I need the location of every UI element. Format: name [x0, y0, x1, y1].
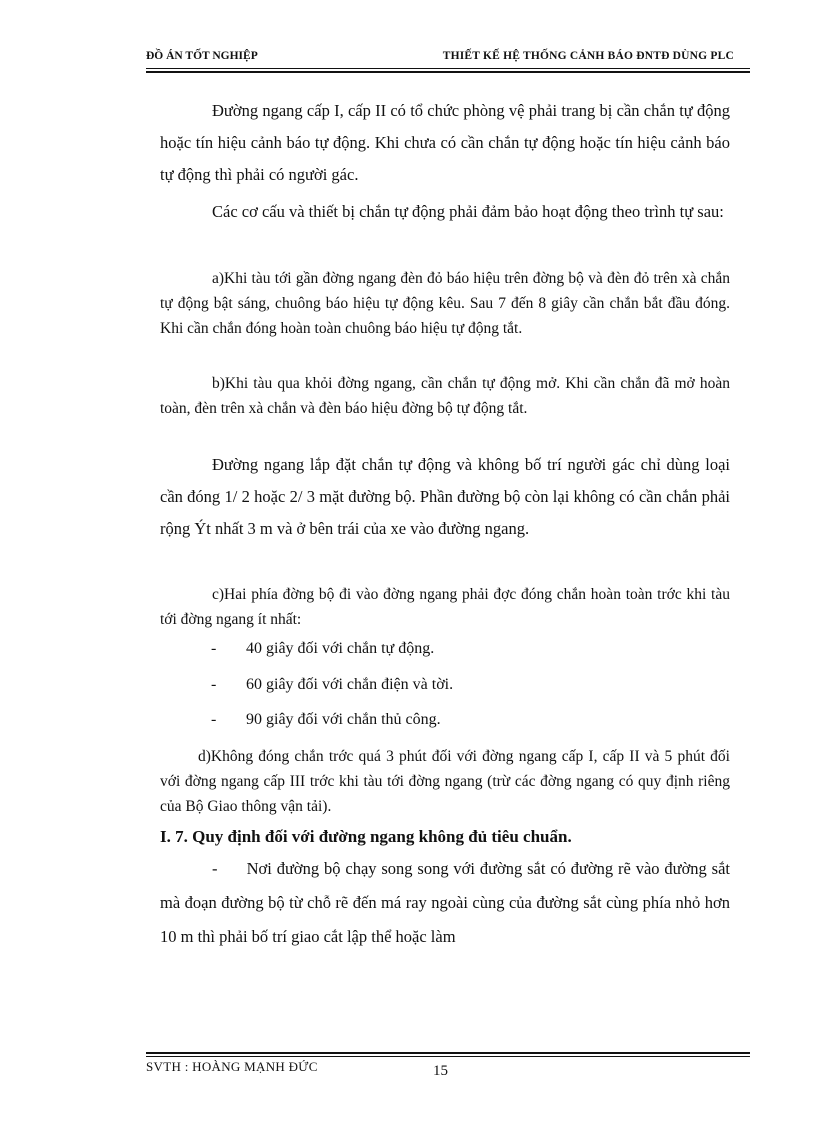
page-number: 15: [433, 1063, 448, 1079]
header-rule-top: [146, 68, 750, 69]
bullet-text: 90 giây đối với chắn thủ công.: [246, 711, 441, 728]
footer-student-name: SVTH : HOÀNG MẠNH ĐỨC: [146, 1059, 318, 1074]
header-rule-bottom: [146, 71, 750, 73]
paragraph-1: Đường ngang cấp I, cấp II có tổ chức phòng vệ phải trang bị cần chắn tự động hoặc tín hiệu cảnh báo tự động. Khi chưa có cần chắn tự động hoặc tín hiệu cảnh báo tự động thì phải có người gác.: [160, 101, 730, 184]
paragraph-a: a)Khi tàu tới gần đờng ngang đèn đỏ báo hiệu trên đờng bộ và đèn đỏ trên xà chắn tự động bật sáng, chuông báo hiệu tự động kêu. Sau 7 đến 8 giây cần chắn bắt đầu đóng. Khi cần chắn đóng hoàn toàn chuông báo hiệu tự động tắt.: [160, 270, 730, 337]
bullet-dash: -: [211, 711, 217, 728]
section-heading: I. 7. Quy định đối với đường ngang không đủ tiêu chuẩn.: [160, 827, 572, 846]
footer-rule-top: [146, 1052, 750, 1054]
header-right-title: THIẾT KẾ HỆ THỐNG CẢNH BÁO ĐNTĐ DÙNG PLC: [442, 50, 734, 62]
bullet-text: 60 giây đối với chắn điện và tời.: [246, 676, 454, 693]
paragraph-b: b)Khi tàu qua khỏi đờng ngang, cần chắn tự động mở. Khi cần chắn đã mở hoàn toàn, đèn trên xà chắn và đèn báo hiệu đờng bộ tự động tắt.: [160, 375, 730, 417]
header-left-title: ĐỒ ÁN TỐT NGHIỆP: [146, 50, 258, 62]
bullet-dash: -: [211, 676, 217, 693]
bullet-dash: -: [211, 640, 217, 657]
paragraph-last: - Nơi đường bộ chạy song song với đường sắt có đường rẽ vào đường sắt mà đoạn đường bộ từ chỗ rẽ đến má ray ngoài cùng của đường sắt cùng phía nhỏ hơn 10 m thì phải bố trí giao cắt lập thể hoặc làm: [160, 859, 735, 946]
bullet-text: 40 giây đối với chắn tự động.: [246, 640, 435, 657]
page-header: [146, 50, 734, 68]
paragraph-3: Đường ngang lắp đặt chắn tự động và không bố trí người gác chỉ dùng loại cần đóng 1/ 2 hoặc 2/ 3 mặt đường bộ. Phần đường bộ còn lại không có cần chắn phải rộng Ýt nhất 3 m và ở bên trái của xe vào đường ngang.: [160, 455, 730, 538]
footer-rule-bottom: [146, 1056, 750, 1057]
paragraph-2: Các cơ cấu và thiết bị chắn tự động phải đảm bảo hoạt động theo trình tự sau:: [212, 202, 724, 221]
paragraph-c: c)Hai phía đờng bộ đi vào đờng ngang phải đợc đóng chắn hoàn toàn trớc khi tàu tới đờng ngang ít nhất:: [160, 586, 730, 628]
paragraph-d: d)Không đóng chắn trớc quá 3 phút đối với đờng ngang cấp I, cấp II và 5 phút đối với đờng ngang cấp III trớc khi tàu tới đờng ngang (trừ các đờng ngang có quy định riêng của Bộ Giao thông vận tải).: [160, 748, 730, 815]
